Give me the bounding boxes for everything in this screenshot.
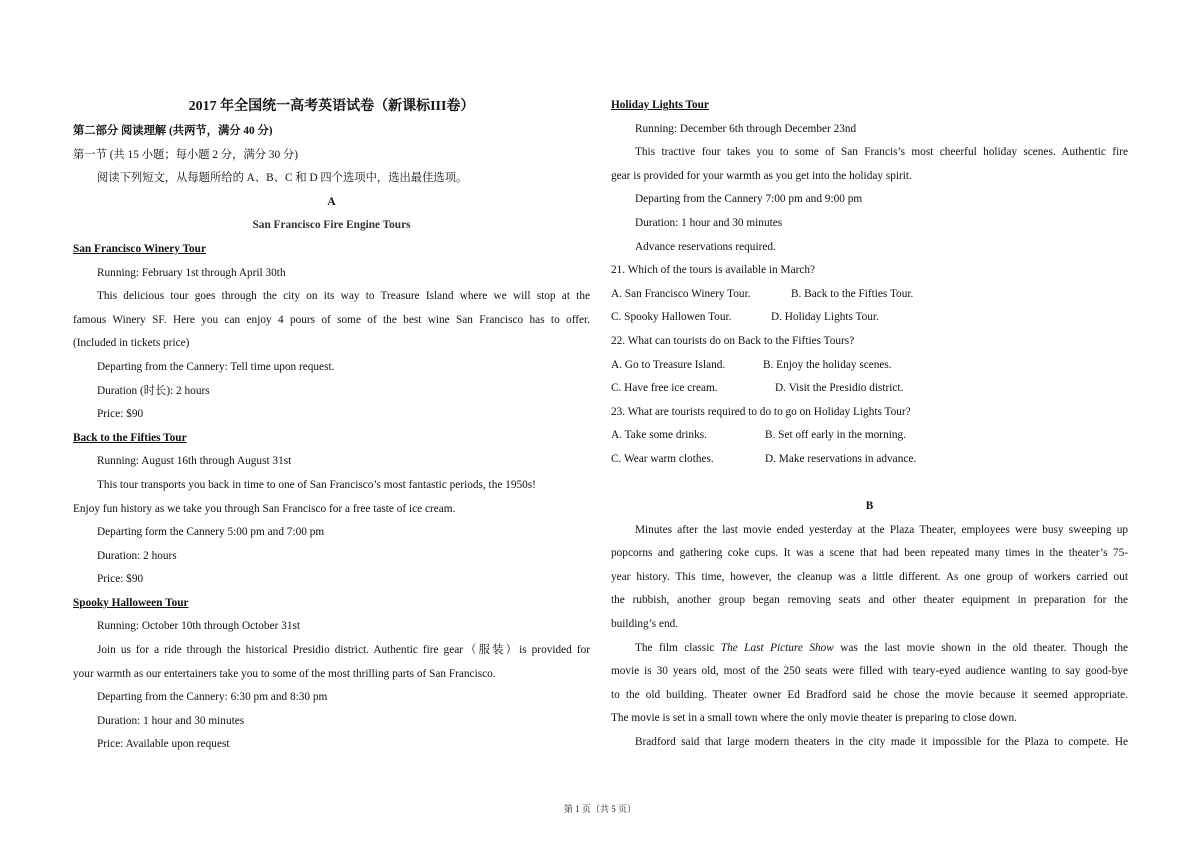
tour2-desc-line: This tour transports you back in time to one of San Francisco’s most fantastic periods, the 1950s! — [97, 478, 536, 491]
passage-a-subtitle: San Francisco Fire Engine Tours — [252, 219, 411, 232]
passage-b-line: The movie is set in a small town where the only movie theater is preparing to close down. — [611, 712, 1017, 725]
page-footer: 第 1 页（共 5 页） — [563, 804, 636, 814]
tour1-name: San Francisco Winery Tour — [73, 242, 206, 255]
passage-b-line: the rubbish, another group began removing seats and other theater equipment in preparation for the — [611, 594, 1128, 607]
q23-option-d: D. Make reservations in advance. — [765, 452, 917, 465]
question-22: 22. What can tourists do on Back to the Fifties Tours? — [611, 334, 855, 347]
question-23-options-row — [611, 424, 1128, 448]
tour2-duration: Duration: 2 hours — [97, 549, 177, 562]
tour4-duration: Duration: 1 hour and 30 minutes — [635, 216, 783, 229]
q22-option-a: A. Go to Treasure Island. — [611, 358, 726, 371]
passage-b-letter: B — [865, 500, 874, 513]
tour1-departing: Departing from the Cannery: Tell time upon request. — [97, 360, 335, 373]
tour1-desc-line: (Included in tickets price) — [73, 337, 190, 350]
tour2-name: Back to the Fifties Tour — [73, 431, 187, 444]
tour1-desc-line: This delicious tour goes through the city on its way to Treasure Island where we will stop at the — [97, 290, 590, 303]
tour3-running: Running: October 10th through October 31st — [97, 620, 301, 633]
tour4-running: Running: December 6th through December 23nd — [635, 122, 857, 135]
part2-heading: 第二部分 阅读理解 (共两节，满分 40 分) — [73, 125, 273, 137]
passage-a-letter: A — [327, 195, 336, 208]
tour1-price: Price: $90 — [97, 408, 144, 421]
question-23: 23. What are tourists required to do to go on Holiday Lights Tour? — [611, 405, 911, 418]
question-21-options-row — [611, 306, 1128, 330]
spacer — [611, 472, 1128, 496]
passage-b-line: year history. This time, however, the cleanup was a little different. As one group of workers carried out — [611, 570, 1128, 583]
q23-option-b: B. Set off early in the morning. — [765, 429, 906, 442]
passage-b-line: building’s end. — [611, 618, 679, 631]
tour2-desc-line: Enjoy fun history as we take you through San Francisco for a free taste of ice cream. — [73, 502, 456, 515]
tour4-note: Advance reservations required. — [635, 240, 776, 253]
tour3-departing: Departing from the Cannery: 6:30 pm and 8:30 pm — [97, 691, 328, 704]
passage-b-line — [611, 637, 1128, 661]
passage-b-line: movie is 30 years old, most of the 250 seats were filled with teary-eyed audience wanting to say good-bye — [611, 665, 1128, 678]
question-22-options-row — [611, 377, 1128, 401]
q21-option-d: D. Holiday Lights Tour. — [771, 311, 879, 324]
tour3-name: Spooky Halloween Tour — [73, 596, 189, 609]
instructions: 阅读下列短文，从每题所给的 A、B、C 和 D 四个选项中，选出最佳选项。 — [97, 172, 468, 185]
exam-title: 2017 年全国统一高考英语试卷（新课标III卷） — [188, 99, 475, 114]
passage-b-line: Minutes after the last movie ended yesterday at the Plaza Theater, employees were busy sweeping up — [635, 523, 1128, 536]
passage-b-text: The film classic — [635, 641, 721, 654]
passage-b-line: to the old building. Theater owner Ed Bradford said he chose the movie because it seemed appropriate. — [611, 688, 1128, 701]
q22-option-d: D. Visit the Presidio district. — [775, 382, 904, 395]
tour2-running: Running: August 16th through August 31st — [97, 455, 292, 468]
q21-option-c: C. Spooky Hallowen Tour. — [611, 311, 732, 324]
tour3-duration: Duration: 1 hour and 30 minutes — [97, 714, 245, 727]
q21-option-b: B. Back to the Fifties Tour. — [791, 287, 914, 300]
right-column — [611, 94, 1128, 755]
tour4-desc-line: gear is provided for your warmth as you get into the holiday spirit. — [611, 169, 912, 182]
tour3-price: Price: Available upon request — [97, 738, 230, 751]
passage-b-text: was the last movie shown in the old theater. Though the — [833, 641, 1128, 654]
tour1-duration: Duration (时长): 2 hours — [97, 384, 210, 397]
q21-option-a: A. San Francisco Winery Tour. — [611, 287, 751, 300]
tour1-desc-line: famous Winery SF. Here you can enjoy 4 pours of some of the best wine San Francisco has to offer. — [73, 313, 590, 326]
passage-b-line: popcorns and gathering coke cups. It was a scene that had been repeated many times in the theater’s 75- — [611, 547, 1128, 560]
film-title: The Last Picture Show — [720, 641, 834, 654]
tour1-running: Running: February 1st through April 30th — [97, 266, 286, 279]
question-21: 21. Which of the tours is available in March? — [611, 264, 816, 277]
tour2-price: Price: $90 — [97, 573, 144, 586]
q22-option-b: B. Enjoy the holiday scenes. — [763, 358, 892, 371]
passage-b-line: Bradford said that large modern theaters in the city made it impossible for the Plaza to compete. He — [635, 736, 1128, 749]
tour4-name: Holiday Lights Tour — [611, 99, 709, 111]
q23-option-c: C. Wear warm clothes. — [611, 452, 714, 465]
tour3-desc-line: your warmth as our entertainers take you to some of the most thrilling parts of San Francisco. — [73, 667, 496, 680]
q22-option-c: C. Have free ice cream. — [611, 382, 718, 395]
q23-option-a: A. Take some drinks. — [611, 429, 707, 442]
left-column — [73, 94, 590, 757]
tour2-departing: Departing form the Cannery 5:00 pm and 7:00 pm — [97, 526, 325, 539]
tour4-departing: Departing from the Cannery 7:00 pm and 9:00 pm — [635, 193, 863, 206]
section1-heading: 第一节 (共 15 小题；每小题 2 分，满分 30 分) — [73, 148, 298, 161]
question-21-options-row — [611, 283, 1128, 307]
tour3-desc-line: Join us for a ride through the historical Presidio district. Authentic fire gear（服装）is provided for — [97, 644, 590, 657]
question-22-options-row — [611, 354, 1128, 378]
tour4-desc-line: This tractive four takes you to some of San Francis’s most cheerful holiday scenes. Authentic fire — [635, 146, 1128, 159]
question-23-options-row — [611, 448, 1128, 472]
